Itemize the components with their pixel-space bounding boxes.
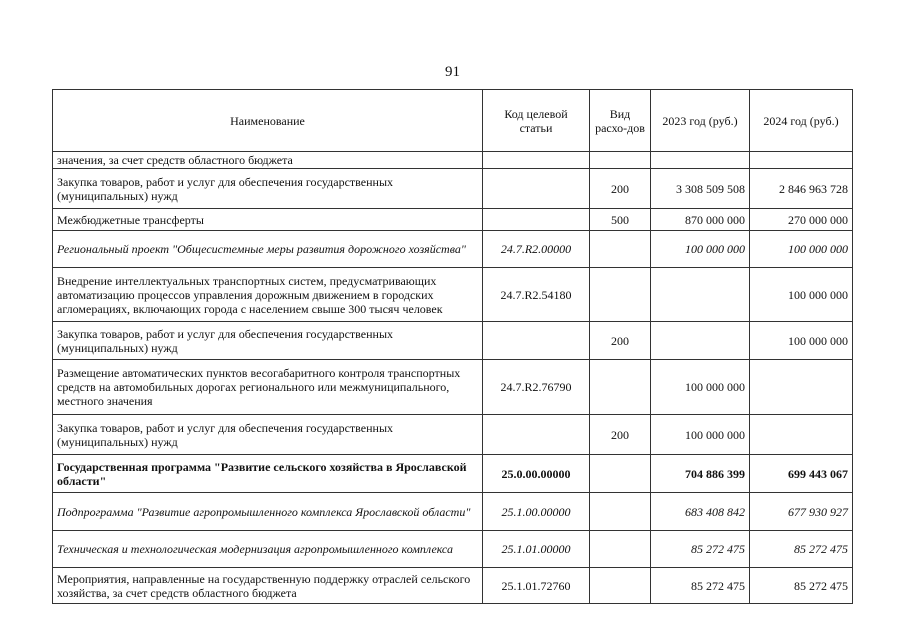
cell-2023 [651, 152, 750, 169]
table-row [53, 531, 853, 568]
cell-2023: 85 272 475 [651, 531, 750, 568]
cell-2024: 270 000 000 [750, 209, 853, 231]
cell-code: 24.7.R2.00000 [483, 231, 590, 268]
cell-2023: 100 000 000 [651, 231, 750, 268]
header-2024: 2024 год (руб.) [750, 90, 853, 152]
cell-2024: 699 443 067 [750, 455, 853, 493]
table-row [53, 231, 853, 268]
cell-name: Государственная программа "Развитие сельского хозяйства в Ярославской области" [53, 455, 483, 493]
cell-code [483, 152, 590, 169]
cell-name: Закупка товаров, работ и услуг для обеспечения государственных (муниципальных) нужд [53, 322, 483, 360]
table-body [53, 152, 853, 604]
table-row [53, 360, 853, 415]
cell-code: 25.1.01.72760 [483, 568, 590, 604]
cell-2023: 3 308 509 508 [651, 169, 750, 209]
table-row [53, 209, 853, 231]
cell-code: 24.7.R2.76790 [483, 360, 590, 415]
cell-2023 [651, 322, 750, 360]
cell-2023: 704 886 399 [651, 455, 750, 493]
cell-type: 200 [590, 322, 651, 360]
cell-2024: 100 000 000 [750, 231, 853, 268]
cell-2024 [750, 152, 853, 169]
header-name: Наименование [53, 90, 483, 152]
cell-2024 [750, 360, 853, 415]
cell-type [590, 231, 651, 268]
table-row [53, 268, 853, 322]
cell-name: Закупка товаров, работ и услуг для обеспечения государственных (муниципальных) нужд [53, 169, 483, 209]
cell-type [590, 268, 651, 322]
table-header-row [53, 90, 853, 152]
cell-code: 24.7.R2.54180 [483, 268, 590, 322]
cell-2023: 870 000 000 [651, 209, 750, 231]
table-row [53, 169, 853, 209]
table-row [53, 322, 853, 360]
table-row [53, 568, 853, 604]
cell-2023: 100 000 000 [651, 415, 750, 455]
cell-2024: 85 272 475 [750, 531, 853, 568]
cell-name: Региональный проект "Общесистемные меры развития дорожного хозяйства" [53, 231, 483, 268]
cell-code: 25.0.00.00000 [483, 455, 590, 493]
cell-2024: 100 000 000 [750, 322, 853, 360]
cell-2023: 683 408 842 [651, 493, 750, 531]
cell-name: значения, за счет средств областного бюджета [53, 152, 483, 169]
cell-2024 [750, 415, 853, 455]
cell-type [590, 455, 651, 493]
cell-name: Закупка товаров, работ и услуг для обеспечения государственных (муниципальных) нужд [53, 415, 483, 455]
cell-2024: 100 000 000 [750, 268, 853, 322]
cell-name: Подпрограмма "Развитие агропромышленного комплекса Ярославской области" [53, 493, 483, 531]
cell-name: Мероприятия, направленные на государственную поддержку отраслей сельского хозяйства, за счет средств областного бюджета [53, 568, 483, 604]
cell-code: 25.1.00.00000 [483, 493, 590, 531]
cell-code [483, 169, 590, 209]
cell-type [590, 531, 651, 568]
header-code: Код целевой статьи [483, 90, 590, 152]
cell-name: Размещение автоматических пунктов весогабаритного контроля транспортных средств на автомобильных дорогах регионального или межмуниципального, местного значения [53, 360, 483, 415]
cell-2024: 677 930 927 [750, 493, 853, 531]
cell-type: 500 [590, 209, 651, 231]
cell-2024: 85 272 475 [750, 568, 853, 604]
header-type: Вид расхо-дов [590, 90, 651, 152]
cell-code [483, 415, 590, 455]
table-row [53, 493, 853, 531]
table-row [53, 415, 853, 455]
cell-code [483, 322, 590, 360]
cell-2023: 100 000 000 [651, 360, 750, 415]
cell-type [590, 360, 651, 415]
cell-2023 [651, 268, 750, 322]
cell-name: Межбюджетные трансферты [53, 209, 483, 231]
cell-code [483, 209, 590, 231]
table-row [53, 152, 853, 169]
page-number: 91 [445, 64, 460, 80]
cell-name: Техническая и технологическая модернизация агропромышленного комплекса [53, 531, 483, 568]
header-2023: 2023 год (руб.) [651, 90, 750, 152]
cell-type: 200 [590, 169, 651, 209]
cell-code: 25.1.01.00000 [483, 531, 590, 568]
budget-table [52, 89, 853, 604]
cell-type [590, 152, 651, 169]
cell-name: Внедрение интеллектуальных транспортных систем, предусматривающих автоматизацию процессов управления дорожным движением в городских агломерациях, включающих города с населением свыше 300 тысяч человек [53, 268, 483, 322]
table-row [53, 455, 853, 493]
cell-type [590, 493, 651, 531]
cell-2024: 2 846 963 728 [750, 169, 853, 209]
cell-type: 200 [590, 415, 651, 455]
cell-type [590, 568, 651, 604]
cell-2023: 85 272 475 [651, 568, 750, 604]
